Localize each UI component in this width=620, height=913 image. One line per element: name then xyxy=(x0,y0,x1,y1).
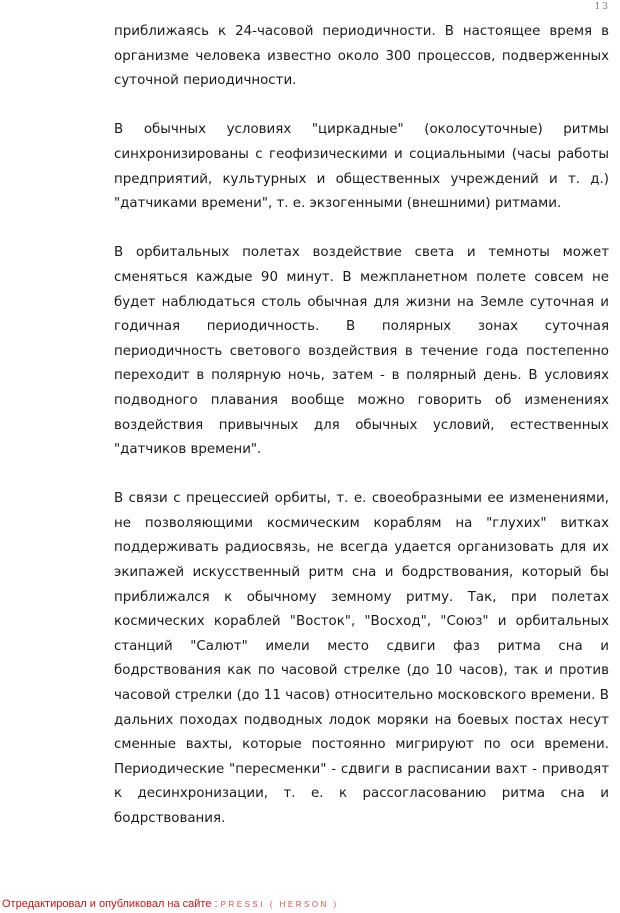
footer-brand-link[interactable]: PRESSI ( HERSON ) xyxy=(220,900,339,909)
paragraph: В орбитальных полетах воздействие света и темноты может сменяться каждые 90 минут. В межпланетном полете совсем не будет наблюдаться столь обычная для жизни на Земле суточная и годичная периодичность. В полярных зонах суточная периодичность светового воздействия в течение года постепенно переходит в полярную ночь, затем - в полярный день. В условиях подводного плавания вообще можно говорить об изменениях воздействия привычных для обычных условий, естественных "датчиков времени". xyxy=(114,245,609,458)
document-body xyxy=(114,20,609,856)
paragraph: В обычных условиях "циркадные" (околосуточные) ритмы синхронизированы с геофизическими и социальными (часы работы предприятий, культурных и общественных учреждений и т. д.) "датчиками времени", т. е. экзогенными (внешними) ритмами. xyxy=(114,122,609,212)
footer-credit xyxy=(2,898,339,910)
footer-text: Отредактировал и опубликовал на сайте : xyxy=(2,898,221,910)
page-number: 13 xyxy=(594,2,610,12)
paragraph: В связи с прецессией орбиты, т. е. своеобразными ее изменениями, не позволяющими космическим кораблям на "глухих" витках поддерживать радиосвязь, не всегда удается организовать для их экипажей искусственный ритм сна и бодрствования, который бы приближался к обычному земному ритму. Так, при полетах космических кораблей "Восток", "Восход", "Союз" и орбитальных станций "Салют" имели место сдвиги фаз ритма сна и бодрствования как по часовой стрелке (до 10 часов), так и против часовой стрелки (до 11 часов) относительно московского времени. В дальних походах подводных лодок моряки на боевых постах несут сменные вахты, которые постоянно мигрируют по оси времени. Периодические "пересменки" - сдвиги в расписании вахт - приводят к десинхронизации, т. е. к рассогласованию ритма сна и бодрствования. xyxy=(114,491,609,826)
paragraph: приближаясь к 24-часовой периодичности. В настоящее время в организме человека известно около 300 процессов, подверженных суточной периодичности. xyxy=(114,24,609,89)
